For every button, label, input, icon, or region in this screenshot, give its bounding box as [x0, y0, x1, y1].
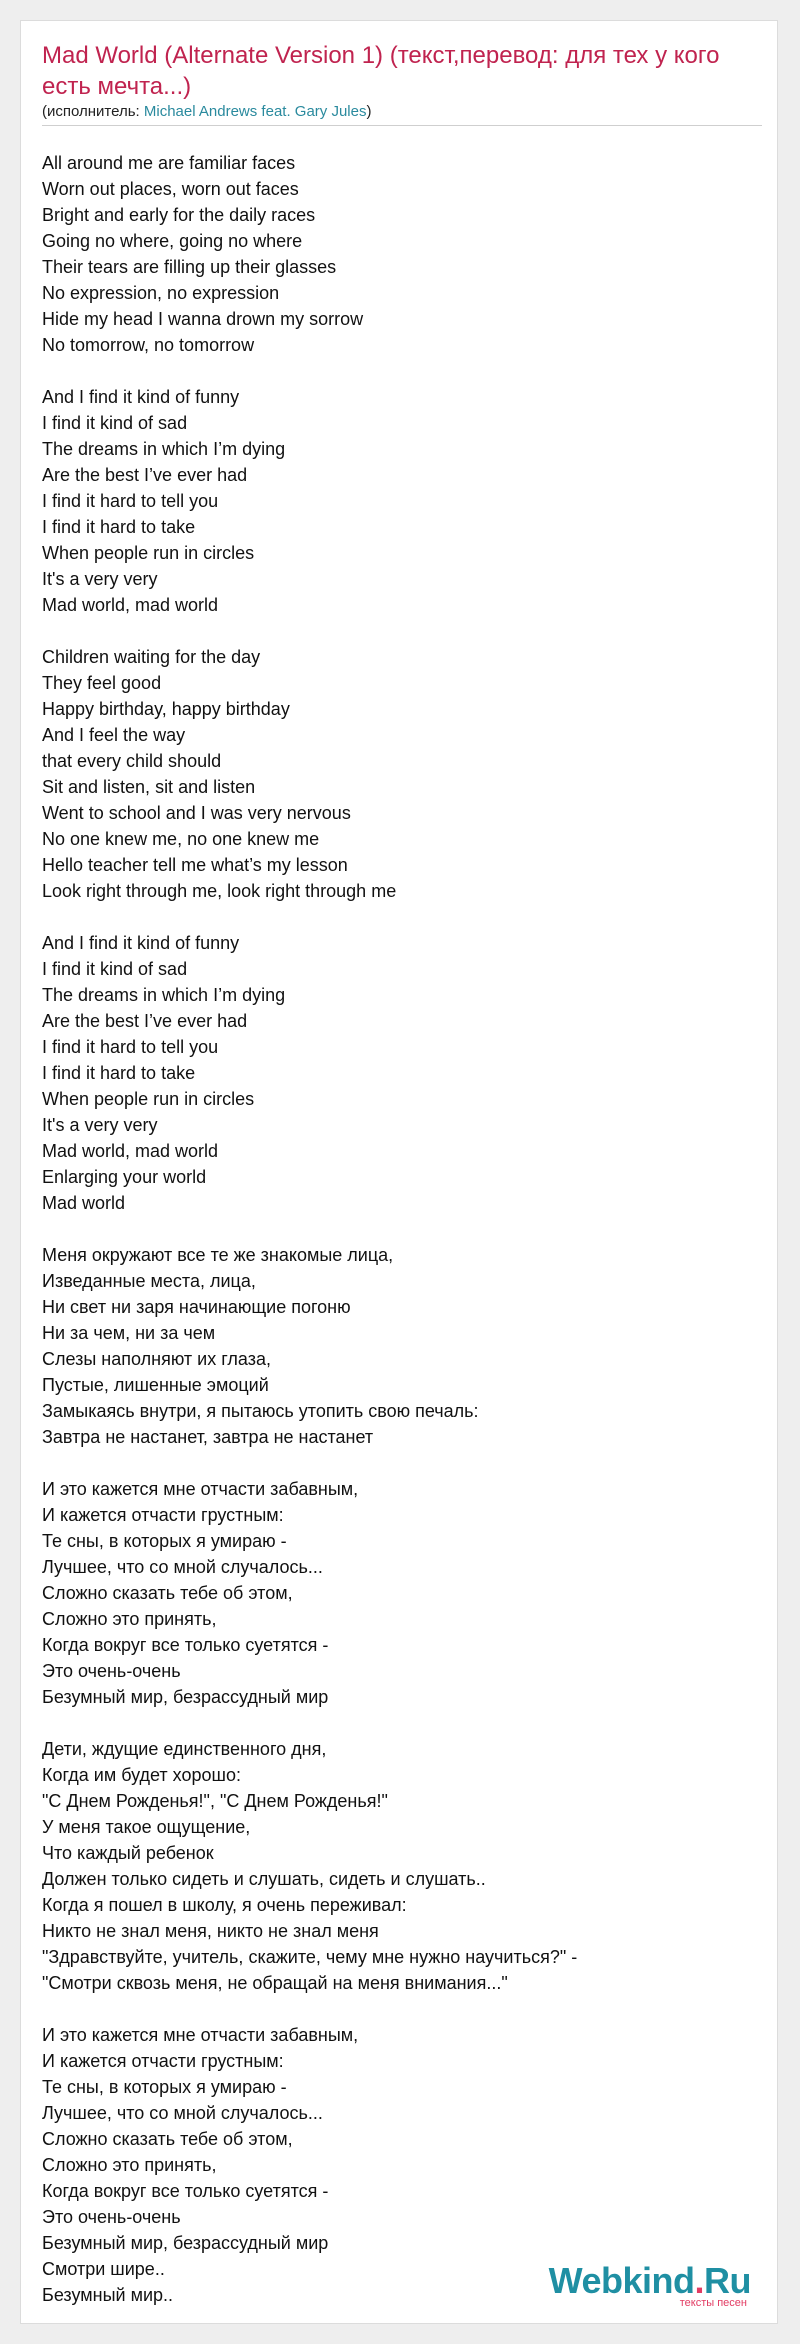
logo-name: Webkind: [548, 2260, 695, 2301]
lyric-line: They feel good: [42, 673, 162, 693]
lyric-line: Happy birthday, happy birthday: [42, 699, 290, 719]
lyric-line: Ни свет ни заря начинающие погоню: [42, 1297, 351, 1317]
lyric-line: It's a very very: [42, 569, 158, 589]
lyric-line: I find it hard to tell you: [42, 1037, 219, 1057]
lyric-line: Те сны, в которых я умираю -: [42, 1531, 287, 1551]
lyric-line: Дети, ждущие единственного дня,: [42, 1739, 327, 1759]
lyric-line: I find it kind of sad: [42, 959, 188, 979]
lyric-line: "Смотри сквозь меня, не обращай на меня внимания...": [42, 1973, 508, 1993]
lyric-line: Смотри шире..: [42, 2259, 165, 2279]
lyric-line: Mad world, mad world: [42, 1141, 219, 1161]
lyric-line: Когда вокруг все только суетятся -: [42, 1635, 329, 1655]
lyric-line: Сложно сказать тебе об этом,: [42, 2129, 293, 2149]
lyrics-card: [20, 20, 778, 2324]
performer-prefix: (исполнитель:: [42, 103, 144, 120]
lyric-line: Когда им будет хорошо:: [42, 1765, 241, 1785]
lyric-line: Bright and early for the daily races: [42, 205, 316, 225]
performer-suffix: ): [366, 103, 372, 120]
lyric-line: Безумный мир..: [42, 2285, 174, 2305]
lyric-line: Going no where, going no where: [42, 231, 303, 251]
lyric-line: All around me are familiar faces: [42, 153, 296, 173]
lyrics-stanza: [42, 1476, 762, 1710]
lyric-line: "Здравствуйте, учитель, скажите, чему мне нужно научиться?" -: [42, 1947, 578, 1967]
lyrics-stanza: [42, 384, 762, 618]
lyric-line: Безумный мир, безрассудный мир: [42, 2233, 329, 2253]
lyric-line: Their tears are filling up their glasses: [42, 257, 337, 277]
lyric-line: Сложно это принять,: [42, 1609, 217, 1629]
lyric-line: Слезы наполняют их глаза,: [42, 1349, 271, 1369]
lyric-line: Сложно это принять,: [42, 2155, 217, 2175]
lyric-line: The dreams in which I’m dying: [42, 439, 286, 459]
lyric-line: And I find it kind of funny: [42, 387, 240, 407]
lyric-line: Те сны, в которых я умираю -: [42, 2077, 287, 2097]
lyric-line: Безумный мир, безрассудный мир: [42, 1687, 329, 1707]
lyric-line: Сложно сказать тебе об этом,: [42, 1583, 293, 1603]
logo-tld: Ru: [704, 2260, 751, 2301]
lyrics-stanza: [42, 1242, 762, 1450]
lyric-line: And I find it kind of funny: [42, 933, 240, 953]
lyric-line: Пустые, лишенные эмоций: [42, 1375, 269, 1395]
lyric-line: No tomorrow, no tomorrow: [42, 335, 255, 355]
lyrics-stanza: [42, 644, 762, 904]
lyric-line: Mad world: [42, 1193, 126, 1213]
lyric-line: And I feel the way: [42, 725, 186, 745]
lyric-line: Это очень-очень: [42, 1661, 181, 1681]
lyric-line: Замыкаясь внутри, я пытаюсь утопить свою печаль:: [42, 1401, 479, 1421]
lyric-line: И кажется отчасти грустным:: [42, 1505, 284, 1525]
lyric-line: Завтра не настанет, завтра не настанет: [42, 1427, 374, 1447]
lyric-line: The dreams in which I’m dying: [42, 985, 286, 1005]
lyric-line: Went to school and I was very nervous: [42, 803, 351, 823]
lyric-line: У меня такое ощущение,: [42, 1817, 251, 1837]
lyric-line: I find it hard to take: [42, 517, 196, 537]
performer-line: [42, 103, 371, 121]
lyric-line: Когда я пошел в школу, я очень переживал:: [42, 1895, 407, 1915]
lyric-line: Что каждый ребенок: [42, 1843, 214, 1863]
song-title: Mad World (Alternate Version 1) (текст,перевод: для тех у кого есть мечта...): [42, 42, 720, 100]
logo-wordmark: [549, 2262, 751, 2300]
lyric-line: Ни за чем, ни за чем: [42, 1323, 216, 1343]
lyric-line: И это кажется мне отчасти забавным,: [42, 2025, 359, 2045]
lyric-line: I find it kind of sad: [42, 413, 188, 433]
lyric-line: I find it hard to take: [42, 1063, 196, 1083]
lyric-line: Меня окружают все те же знакомые лица,: [42, 1245, 394, 1265]
lyric-line: that every child should: [42, 751, 222, 771]
lyric-line: Enlarging your world: [42, 1167, 207, 1187]
lyric-line: When people run in circles: [42, 543, 255, 563]
webkind-logo[interactable]: [549, 2262, 751, 2309]
lyric-line: И кажется отчасти грустным:: [42, 2051, 284, 2071]
lyric-line: Mad world, mad world: [42, 595, 219, 615]
lyric-line: No one knew me, no one knew me: [42, 829, 320, 849]
lyric-line: Are the best I’ve ever had: [42, 1011, 248, 1031]
lyric-line: No expression, no expression: [42, 283, 280, 303]
lyric-line: И это кажется мне отчасти забавным,: [42, 1479, 359, 1499]
lyric-line: Никто не знал меня, никто не знал меня: [42, 1921, 379, 1941]
lyric-line: Hello teacher tell me what’s my lesson: [42, 855, 348, 875]
lyrics-body: [42, 150, 762, 2334]
lyric-line: It's a very very: [42, 1115, 158, 1135]
lyric-line: Когда вокруг все только суетятся -: [42, 2181, 329, 2201]
lyric-line: Hide my head I wanna drown my sorrow: [42, 309, 364, 329]
lyric-line: Worn out places, worn out faces: [42, 179, 299, 199]
artist-link[interactable]: Michael Andrews feat. Gary Jules: [143, 103, 367, 120]
lyrics-stanza: [42, 150, 762, 358]
lyric-line: Sit and listen, sit and listen: [42, 777, 256, 797]
lyric-line: I find it hard to tell you: [42, 491, 219, 511]
lyric-line: Должен только сидеть и слушать, сидеть и слушать..: [42, 1869, 486, 1889]
lyric-line: When people run in circles: [42, 1089, 255, 1109]
lyrics-stanza: [42, 1736, 762, 1996]
lyric-line: "С Днем Рожденья!", "С Днем Рожденья!": [42, 1791, 388, 1811]
lyrics-stanza: [42, 930, 762, 1216]
lyric-line: Children waiting for the day: [42, 647, 261, 667]
lyric-line: Изведанные места, лица,: [42, 1271, 256, 1291]
lyric-line: Лучшее, что со мной случалось...: [42, 2103, 323, 2123]
lyric-line: Are the best I’ve ever had: [42, 465, 248, 485]
header-divider: [42, 125, 762, 126]
lyric-line: Это очень-очень: [42, 2207, 181, 2227]
logo-tagline: тексты песен: [679, 2297, 747, 2309]
lyric-line: Лучшее, что со мной случалось...: [42, 1557, 323, 1577]
logo-dot: .: [694, 2260, 704, 2301]
lyric-line: Look right through me, look right through me: [42, 881, 397, 901]
